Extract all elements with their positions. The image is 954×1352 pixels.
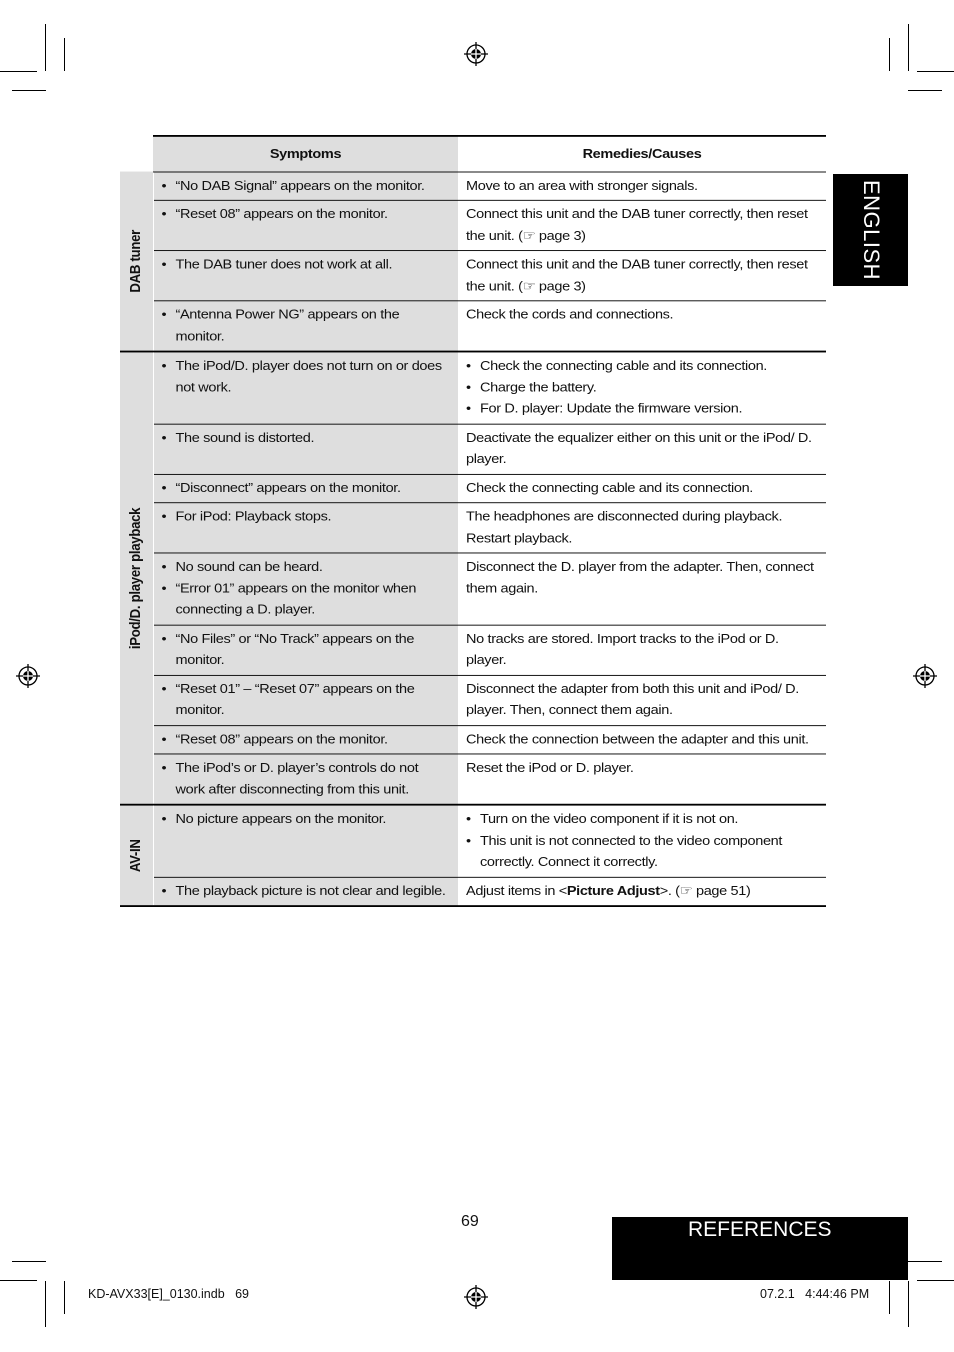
bullet-icon: • — [161, 732, 167, 747]
symptom-cell — [153, 352, 458, 424]
symptom-item — [162, 758, 451, 801]
remedy-item — [466, 831, 818, 874]
page-reference: ☞ page 3) — [522, 228, 586, 244]
remedy-item — [466, 399, 818, 420]
remedy-cell — [458, 301, 826, 352]
symptom-item — [162, 881, 451, 902]
table-row — [120, 754, 826, 805]
bullet-text: The playback picture is not clear and legible. — [175, 883, 446, 899]
page-reference: ☞ page 51) — [679, 883, 751, 899]
bullet-icon: • — [161, 358, 167, 374]
category-label: DAB tuner — [127, 229, 144, 293]
bullet-icon: • — [466, 358, 471, 374]
symptom-item — [162, 356, 451, 399]
remedy-text: Connect this unit and the DAB tuner correctly, then reset the unit. ( — [466, 257, 808, 294]
table-row — [120, 503, 826, 553]
table-row — [120, 877, 826, 906]
remedy-text: Connect this unit and the DAB tuner correctly, then reset the unit. ( — [466, 207, 808, 244]
table-row — [120, 200, 826, 250]
header-spacer — [120, 136, 153, 172]
remedy-text: Reset the iPod or D. player. — [466, 760, 634, 776]
symptom-item — [162, 305, 451, 348]
remedy-cell — [458, 553, 826, 625]
symptom-cell — [153, 805, 458, 877]
bullet-icon: • — [161, 178, 167, 194]
bullet-text: For iPod: Playback stops. — [175, 509, 332, 525]
remedy-text-after: >. ( — [659, 883, 680, 899]
bullet-text: Check the connecting cable and its connection. — [480, 358, 767, 374]
category-label: iPod/D. player playback — [127, 507, 144, 649]
symptom-item — [162, 557, 451, 578]
remedy-item — [466, 378, 818, 399]
table-header-row — [120, 136, 826, 172]
remedy-cell — [458, 251, 826, 301]
remedy-text: The headphones are disconnected during playback. Restart playback. — [466, 509, 783, 546]
bullet-icon: • — [161, 760, 167, 776]
remedies-header: Remedies/Causes — [458, 136, 826, 172]
remedy-text: Check the connection between the adapter and this unit. — [466, 732, 809, 747]
bullet-icon: • — [161, 509, 167, 525]
registration-mark-icon — [464, 1285, 488, 1309]
bullet-text: Charge the battery. — [480, 380, 597, 395]
bullet-text: No sound can be heard. — [175, 559, 323, 575]
remedy-text: Deactivate the equalizer either on this unit or the iPod/ D. player. — [466, 430, 812, 467]
symptom-item — [162, 579, 451, 622]
remedy-cell — [458, 474, 826, 503]
symptom-cell — [153, 503, 458, 553]
bullet-text: “Reset 01” – “Reset 07” appears on the monitor. — [175, 681, 415, 718]
symptom-cell — [153, 754, 458, 805]
symptom-item — [162, 679, 451, 722]
symptom-item — [162, 255, 451, 276]
page-reference: ☞ page 3) — [522, 278, 586, 294]
bullet-icon: • — [161, 307, 167, 323]
remedy-cell — [458, 352, 826, 424]
bullet-icon: • — [161, 430, 167, 446]
symptom-item — [162, 176, 451, 197]
section-bar-label: REFERENCES — [688, 1218, 832, 1241]
bullet-text: For D. player: Update the firmware version. — [480, 401, 743, 417]
bullet-text: No picture appears on the monitor. — [175, 811, 387, 827]
remedy-item — [466, 356, 818, 377]
symptom-cell — [153, 625, 458, 675]
symptom-item — [162, 809, 451, 830]
remedy-bold-text: Picture Adjust — [566, 883, 660, 899]
bullet-text: “Antenna Power NG” appears on the monitor. — [175, 307, 400, 344]
registration-mark-icon — [913, 664, 937, 688]
bullet-icon: • — [161, 811, 167, 827]
remedy-cell — [458, 675, 826, 725]
remedy-cell — [458, 877, 826, 906]
table-row — [120, 251, 826, 301]
category-cell — [120, 352, 153, 805]
table-row — [120, 172, 826, 201]
bullet-text: “Reset 08” appears on the monitor. — [175, 732, 388, 747]
table-row — [120, 301, 826, 352]
symptom-item — [162, 204, 451, 225]
bullet-icon: • — [161, 581, 167, 596]
remedy-cell — [458, 805, 826, 877]
table-row — [120, 625, 826, 675]
bullet-text: “Disconnect” appears on the monitor. — [175, 480, 401, 496]
table-row — [120, 725, 826, 754]
table-row — [120, 424, 826, 474]
table-row — [120, 675, 826, 725]
remedy-cell — [458, 725, 826, 754]
category-cell — [120, 805, 153, 906]
remedy-cell — [458, 625, 826, 675]
bullet-text: “Reset 08” appears on the monitor. — [175, 207, 388, 222]
bullet-text: The iPod’s or D. player’s controls do not work after disconnecting from this unit. — [175, 760, 419, 797]
remedy-cell — [458, 200, 826, 250]
symptom-cell — [153, 877, 458, 906]
bullet-icon: • — [161, 559, 167, 575]
remedy-text: No tracks are stored. Import tracks to the iPod or D. player. — [466, 631, 779, 668]
table-body — [120, 172, 826, 907]
bullet-icon: • — [466, 811, 471, 827]
remedy-cell — [458, 754, 826, 805]
bullet-text: The sound is distorted. — [175, 430, 315, 446]
remedy-text: Check the connecting cable and its connection. — [466, 480, 753, 496]
bullet-icon: • — [161, 631, 167, 647]
table-row — [120, 352, 826, 424]
remedy-text: Move to an area with stronger signals. — [466, 178, 698, 194]
symptom-item — [162, 478, 451, 499]
remedy-text: Adjust items in < — [466, 883, 567, 899]
registration-mark-icon — [464, 42, 488, 66]
remedy-text: Disconnect the adapter from both this unit and iPod/ D. player. Then, connect them again. — [466, 681, 799, 718]
symptom-cell — [153, 553, 458, 625]
bullet-icon: • — [161, 883, 167, 899]
symptom-item — [162, 729, 451, 750]
symptom-cell — [153, 172, 458, 201]
remedy-item — [466, 809, 818, 830]
bullet-icon: • — [161, 257, 167, 273]
page-number: 69 — [461, 1213, 479, 1230]
symptom-item — [162, 507, 451, 528]
bullet-icon: • — [161, 207, 167, 222]
bullet-icon: • — [161, 681, 167, 697]
bullet-text: “No Files” or “No Track” appears on the monitor. — [175, 631, 415, 668]
troubleshooting-table — [120, 135, 826, 907]
symptom-cell — [153, 251, 458, 301]
footer-file-name: KD-AVX33[E]_0130.indb 69 — [88, 1287, 249, 1301]
language-tab — [833, 174, 908, 286]
bullet-icon: • — [161, 480, 167, 496]
section-bar — [612, 1217, 908, 1280]
bullet-icon: • — [466, 380, 471, 395]
footer-timestamp: 07.2.1 4:44:46 PM — [760, 1287, 870, 1301]
language-tab-label: ENGLISH — [858, 179, 884, 281]
category-label: AV-IN — [127, 838, 144, 872]
remedy-text: Check the cords and connections. — [466, 307, 674, 323]
symptom-item — [162, 629, 451, 672]
table-row — [120, 474, 826, 503]
remedy-cell — [458, 172, 826, 201]
remedy-cell — [458, 503, 826, 553]
registration-mark-icon — [16, 664, 40, 688]
symptom-cell — [153, 200, 458, 250]
category-cell — [120, 172, 153, 352]
bullet-text: Turn on the video component if it is not on. — [480, 811, 739, 827]
symptom-cell — [153, 725, 458, 754]
bullet-icon: • — [466, 401, 471, 417]
bullet-icon: • — [466, 833, 471, 849]
bullet-text: “Error 01” appears on the monitor when connecting a D. player. — [175, 581, 417, 618]
bullet-text: “No DAB Signal” appears on the monitor. — [175, 178, 425, 194]
bullet-text: The DAB tuner does not work at all. — [175, 257, 393, 273]
symptom-cell — [153, 675, 458, 725]
symptoms-header: Symptoms — [153, 136, 458, 172]
symptom-cell — [153, 301, 458, 352]
symptom-cell — [153, 424, 458, 474]
table-row — [120, 805, 826, 877]
remedy-text: Disconnect the D. player from the adapter. Then, connect them again. — [466, 559, 814, 596]
table-row — [120, 553, 826, 625]
symptom-item — [162, 428, 451, 449]
remedy-cell — [458, 424, 826, 474]
symptom-cell — [153, 474, 458, 503]
bullet-text: This unit is not connected to the video component correctly. Connect it correctly. — [480, 833, 783, 870]
bullet-text: The iPod/D. player does not turn on or does not work. — [175, 358, 442, 395]
